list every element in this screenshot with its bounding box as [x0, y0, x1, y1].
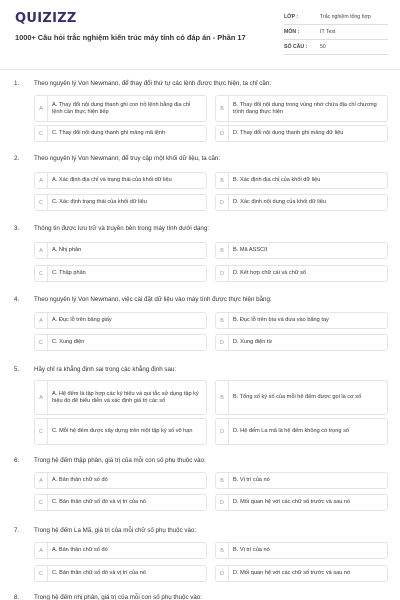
- option-a[interactable]: [34, 95, 207, 122]
- option-d[interactable]: [215, 265, 388, 282]
- option-text: A. Hệ đếm là tập hợp các ký hiệu và qui tắc sử dụng tập ký hiệu đó để biểu diễn và xác định giá trị các số: [52, 390, 199, 404]
- worksheet-meta: [284, 10, 388, 55]
- meta-row-subject: [284, 25, 388, 40]
- option-letter: A: [35, 313, 48, 328]
- option-letter: D: [216, 566, 229, 581]
- option-a[interactable]: [34, 472, 207, 489]
- option-letter: D: [216, 195, 229, 210]
- option-c[interactable]: [34, 265, 207, 282]
- option-letter: D: [216, 495, 229, 510]
- option-text: D. Xung điện từ: [233, 339, 273, 345]
- option-letter: A: [35, 173, 48, 188]
- option-letter: D: [216, 335, 229, 350]
- option-text: C. Thay đổi nội dung thanh ghi mảng mã lệnh: [52, 130, 166, 136]
- option-a[interactable]: [34, 242, 207, 259]
- option-c[interactable]: [34, 334, 207, 351]
- worksheet-title: 1000+ Câu hỏi trắc nghiệm kiến trúc máy tính có đáp án - Phần 17: [15, 33, 246, 42]
- option-b[interactable]: [215, 380, 388, 415]
- worksheet-header: [0, 0, 400, 66]
- option-c[interactable]: [34, 125, 207, 142]
- option-letter: C: [35, 566, 48, 581]
- question-number: 5.: [14, 366, 20, 373]
- option-text: B. Xác định địa chỉ của khối dữ liệu: [233, 177, 321, 183]
- option-text: C. Thập phân: [52, 270, 86, 276]
- option-d[interactable]: [215, 565, 388, 582]
- option-b[interactable]: [215, 95, 388, 122]
- option-text: B. Đục lỗ trên bìa và đưa vào băng tay: [233, 317, 329, 323]
- option-text: D. Kết hợp chữ cái và chữ số: [233, 270, 307, 276]
- meta-value: 50: [320, 44, 326, 50]
- question-text: Theo nguyên lý Von Newmann, việc cài đặt dữ liệu vào máy tính được thực hiện bằng:: [34, 296, 272, 303]
- option-text: A. Xác định địa chỉ và trạng thái của khối dữ liệu: [52, 177, 172, 183]
- question-number: 7.: [14, 527, 20, 534]
- meta-value: IT Test: [320, 29, 336, 35]
- option-b[interactable]: [215, 242, 388, 259]
- option-a[interactable]: [34, 312, 207, 329]
- option-c[interactable]: [34, 418, 207, 445]
- meta-key: LỚP :: [284, 14, 299, 20]
- question-text: Theo nguyên lý Von Newmann, để truy cập một khối dữ liệu, ta cần:: [34, 155, 221, 162]
- option-text: A. Bản thân chữ số đó: [52, 477, 108, 483]
- meta-row-count: [284, 40, 388, 55]
- option-text: B. Mã ASSCII: [233, 247, 268, 253]
- question-number: 4.: [14, 296, 20, 303]
- option-letter: C: [35, 495, 48, 510]
- option-text: B. Vị trí của nó: [233, 547, 270, 553]
- question-text: Trong hệ đếm La Mã, giá trị của mỗi chữ số phụ thuộc vào:: [34, 527, 197, 534]
- option-letter: B: [216, 313, 229, 328]
- option-a[interactable]: [34, 172, 207, 189]
- option-text: A. Bản thân chữ số đó: [52, 547, 108, 553]
- question-text: Trong hệ đếm thập phân, giá trị của mỗi con số phụ thuộc vào:: [34, 457, 206, 464]
- option-d[interactable]: [215, 125, 388, 142]
- option-text: A. Thay đổi nội dung thanh ghi con trỏ lệnh bằng địa chỉ lệnh cần thực hiện tiếp: [52, 101, 191, 115]
- option-letter: C: [35, 126, 48, 141]
- option-letter: D: [216, 419, 229, 444]
- option-letter: D: [216, 266, 229, 281]
- question-text: Theo nguyên lý Von Newmann, để thay đổi thứ tự các lệnh được thực hiện, ta chỉ cần:: [34, 80, 271, 87]
- option-text: D. Xác định nội dung của khối dữ liệu: [233, 199, 326, 205]
- option-a[interactable]: [34, 542, 207, 559]
- option-letter: B: [216, 543, 229, 558]
- meta-key: SỐ CÂU :: [284, 44, 308, 50]
- option-text: D. Mối quan hệ với các chữ số trước và sau nó: [233, 570, 351, 576]
- option-d[interactable]: [215, 418, 388, 445]
- option-text: C. Mỗi hệ đếm được xây dựng trên một tập ký số vô hạn: [52, 428, 193, 434]
- option-text: D. Hệ đếm La mã là hệ đếm không có trọng số: [233, 428, 349, 434]
- question-number: 3.: [14, 225, 20, 232]
- option-c[interactable]: [34, 494, 207, 511]
- option-letter: A: [35, 473, 48, 488]
- option-letter: C: [35, 195, 48, 210]
- option-b[interactable]: [215, 542, 388, 559]
- option-text: C. Bản thân chữ số đó và vị trí của nó: [52, 499, 146, 505]
- question-text: Thông tin được lưu trữ và truyền bên trong máy tính dưới dạng:: [34, 225, 209, 232]
- option-a[interactable]: [34, 380, 207, 415]
- option-text: D. Mối quan hệ với các chữ số trước và sau nó: [233, 499, 351, 505]
- header-divider: [0, 69, 400, 70]
- option-text: C. Xác định trạng thái của khối dữ liệu: [52, 199, 147, 205]
- option-letter: D: [216, 126, 229, 141]
- option-text: A. Đục lỗ trên băng giấy: [52, 317, 112, 323]
- option-letter: A: [35, 381, 48, 414]
- option-text: B. Tổng số ký số của mỗi hệ đếm được gọi là cơ số: [233, 394, 362, 400]
- quizizz-logo: QUIZIZZ: [15, 11, 77, 26]
- meta-key: MÔN :: [284, 29, 300, 35]
- option-letter: B: [216, 473, 229, 488]
- option-letter: B: [216, 243, 229, 258]
- option-text: B. Vị trí của nó: [233, 477, 270, 483]
- option-d[interactable]: [215, 194, 388, 211]
- question-text: Trong hệ đếm nhị phân, giá trị của mỗi con số phụ thuộc vào:: [34, 594, 202, 600]
- option-letter: A: [35, 96, 48, 121]
- option-text: B. Thay đổi nội dung trong vùng nhớ chứa địa chỉ chương trình đang thực hiện: [233, 101, 377, 115]
- meta-row-class: [284, 10, 388, 25]
- option-b[interactable]: [215, 172, 388, 189]
- option-letter: C: [35, 266, 48, 281]
- question-number: 2.: [14, 155, 20, 162]
- option-d[interactable]: [215, 494, 388, 511]
- option-c[interactable]: [34, 194, 207, 211]
- option-b[interactable]: [215, 312, 388, 329]
- question-number: 1.: [14, 80, 20, 87]
- question-text: Hãy chỉ ra khẳng định sai trong các khẳng định sau:: [34, 366, 177, 373]
- option-letter: B: [216, 96, 229, 121]
- option-letter: A: [35, 243, 48, 258]
- option-text: C. Xung điện: [52, 339, 85, 345]
- option-text: D. Thay đổi nội dung thanh ghi mảng dữ liệu: [233, 130, 344, 136]
- option-text: C. Bản thân chữ số đó và vị trí của nó: [52, 570, 146, 576]
- option-letter: A: [35, 543, 48, 558]
- option-d[interactable]: [215, 334, 388, 351]
- option-letter: B: [216, 381, 229, 414]
- option-letter: B: [216, 173, 229, 188]
- option-text: A. Nhị phân: [52, 247, 82, 253]
- option-letter: C: [35, 335, 48, 350]
- option-c[interactable]: [34, 565, 207, 582]
- meta-value: Trắc nghiệm tổng hợp: [320, 14, 371, 20]
- question-number: 6.: [14, 457, 20, 464]
- option-letter: C: [35, 419, 48, 444]
- question-number: 8.: [14, 594, 20, 600]
- option-b[interactable]: [215, 472, 388, 489]
